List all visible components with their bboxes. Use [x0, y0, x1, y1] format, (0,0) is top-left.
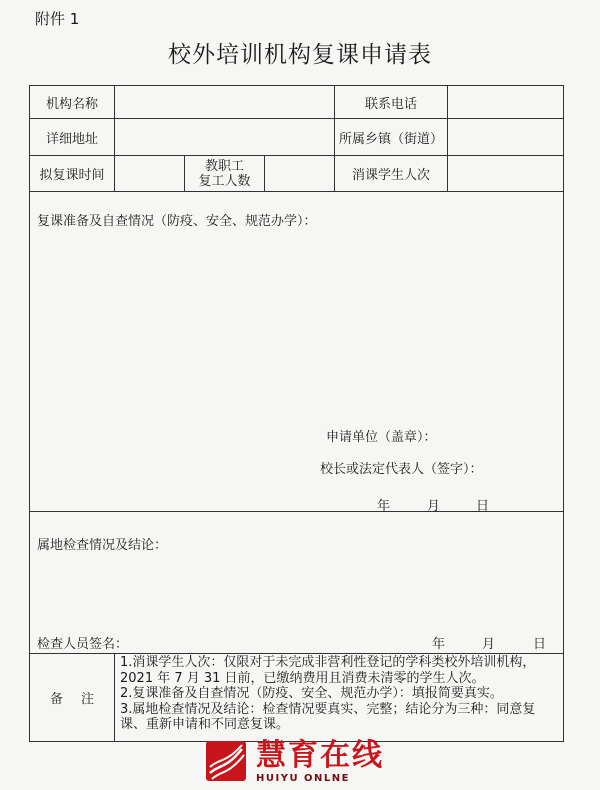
inspection-month-label: 月 — [482, 637, 496, 652]
student-count-field[interactable] — [448, 156, 564, 192]
prep-month-label: 月 — [427, 499, 441, 514]
phone-label: 联系电话 — [335, 86, 448, 119]
inspection-day-label: 日 — [533, 637, 547, 652]
resume-time-label: 拟复课时间 — [30, 156, 115, 192]
note-item-3: 3.属地检查情况及结论：检查情况要真实、完整；结论分为三种：同意复课、重新申请和不同意复课。 — [120, 701, 536, 733]
student-count-label: 消课学生人次 — [335, 156, 448, 192]
org-name-label: 机构名称 — [30, 86, 115, 119]
note-item-1: 1.消课学生人次：仅限对于未完成非营利性登记的学科类校外培训机构，2021 年 7 月 31 日前，已缴纳费用且消费未清零的学生人次。 — [120, 655, 536, 686]
watermark-subtitle: HUIYU ONLNE — [256, 773, 350, 784]
watermark-logo-icon — [204, 739, 248, 785]
staff-label-line1: 教职工 — [204, 158, 244, 174]
watermark — [196, 739, 404, 787]
inspection-year-label: 年 — [432, 637, 446, 652]
staff-count-field[interactable] — [265, 156, 335, 192]
phone-field[interactable] — [448, 86, 564, 119]
note-item-2: 2.复课准备及自查情况（防疫、安全、规范办学）：填报简要真实。 — [120, 686, 503, 702]
staff-label-line2: 复工人数 — [198, 173, 251, 189]
inspection-section[interactable] — [30, 512, 564, 654]
org-name-field[interactable] — [115, 86, 335, 119]
resume-time-field[interactable] — [115, 156, 185, 192]
apply-unit-label: 申请单位（盖章）： — [326, 430, 437, 445]
notes-content — [115, 654, 564, 742]
prep-section[interactable] — [30, 192, 564, 512]
township-label: 所属乡镇（街道） — [335, 119, 448, 156]
representative-sign-label: 校长或法定代表人（签字）： — [320, 462, 483, 477]
prep-year-label: 年 — [377, 499, 391, 514]
address-label: 详细地址 — [30, 119, 115, 156]
page-title: 校外培训机构复课申请表 — [168, 42, 432, 68]
inspection-section-title: 属地检查情况及结论： — [37, 538, 168, 553]
application-form — [29, 85, 564, 742]
prep-day-label: 日 — [476, 499, 490, 514]
address-field[interactable] — [115, 119, 335, 156]
attachment-label: 附件 1 — [35, 10, 80, 28]
township-field[interactable] — [448, 119, 564, 156]
prep-section-title: 复课准备及自查情况（防疫、安全、规范办学）： — [37, 214, 317, 229]
inspector-sign-label: 检查人员签名： — [37, 637, 129, 652]
notes-label: 备注 — [30, 654, 115, 742]
staff-count-label — [185, 156, 265, 192]
watermark-name: 慧育在线 — [256, 738, 384, 773]
